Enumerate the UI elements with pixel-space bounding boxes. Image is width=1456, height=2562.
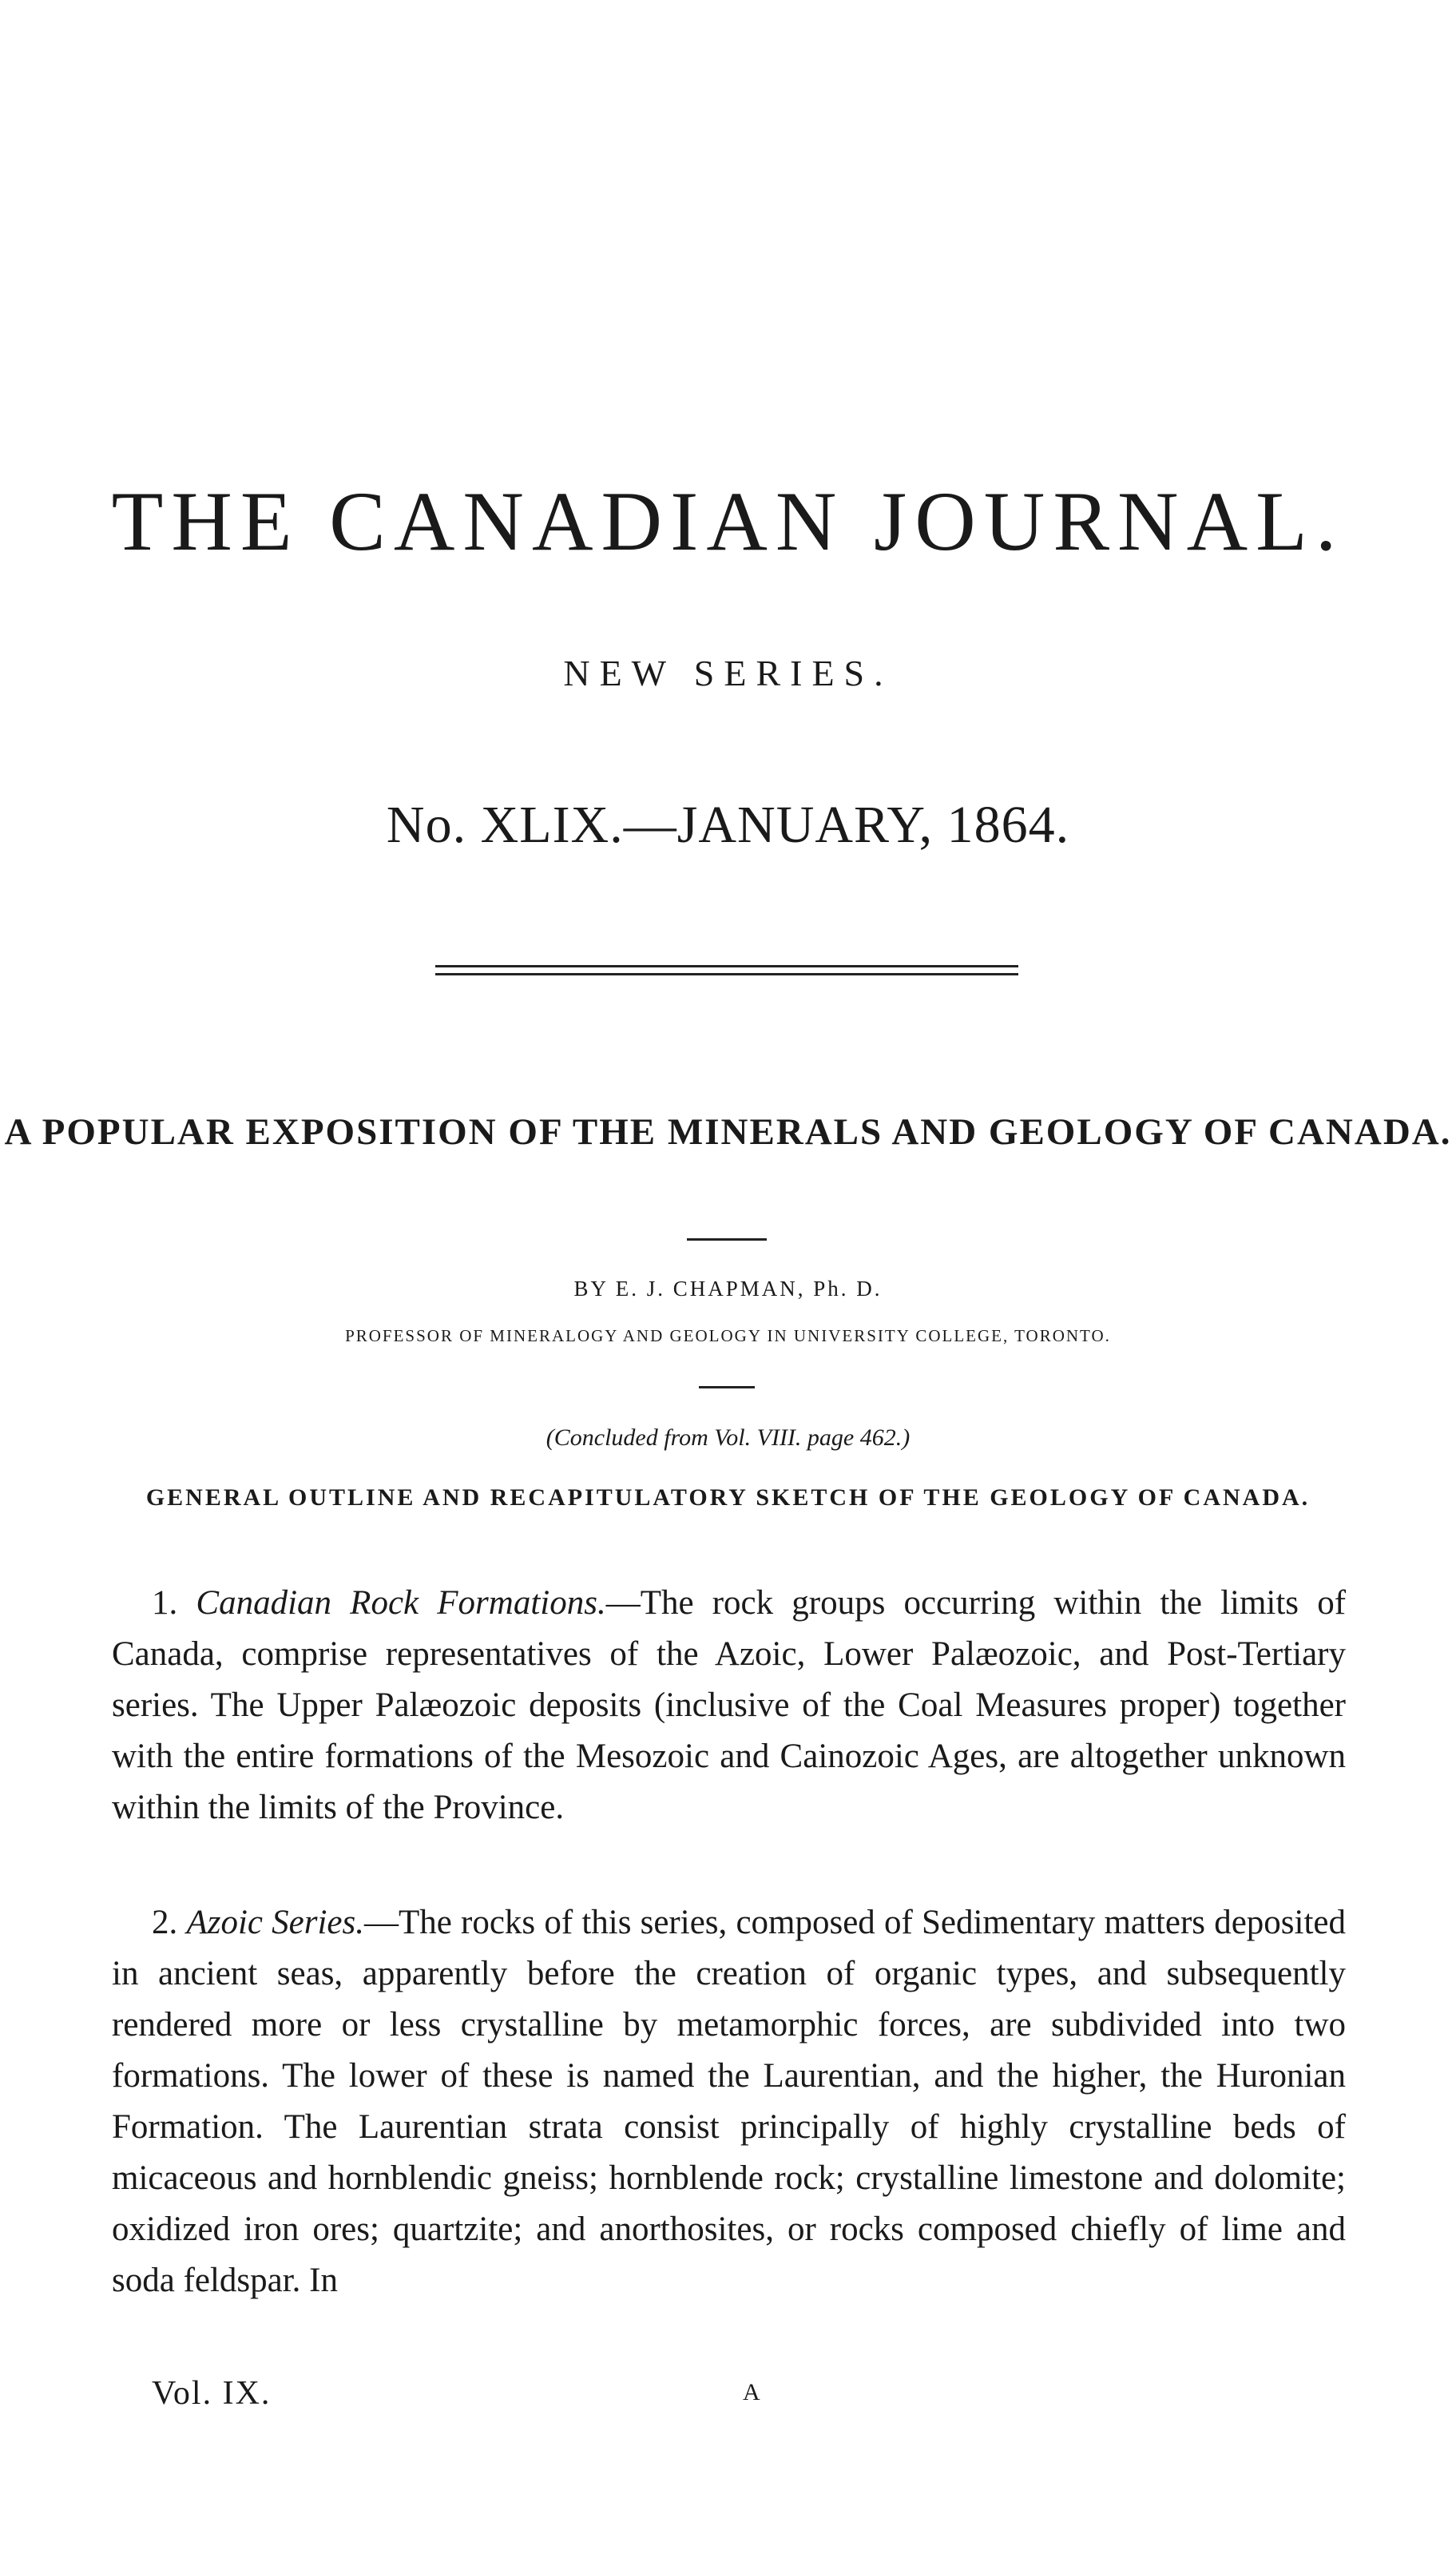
paragraph-text: —The rocks of this series, composed of Sedimentary matters deposited in ancient seas, apparently before the creation of organic types, and subsequently rendered more or less crystalline by metamorphic forces, are subdivided into two formations. The lower of these is named the Laurentian, and the higher, the Huronian Formation. The Laurentian strata consist principally of highly crystalline beds of micaceous and hornblendic gneiss; hornblende rock; crystalline limestone and dolomite; oxidized iron ores; quartzite; and anorthosites, or rocks composed chiefly of lime and soda feldspar. In <box>112 1904 1347 2299</box>
paragraph-number: 2. <box>152 1904 178 1941</box>
title-divider <box>687 1238 767 1241</box>
section-heading: GENERAL OUTLINE AND RECAPITULATORY SKETCH OF THE GEOLOGY OF CANADA. <box>145 1484 1311 1511</box>
signature-mark: A <box>743 2379 760 2405</box>
paragraph-number: 1. <box>152 1584 178 1622</box>
issue-line: No. XLIX.—JANUARY, 1864. <box>386 796 1070 854</box>
paragraph-1 <box>112 1578 1346 1833</box>
author-byline: BY E. J. CHAPMAN, Ph. D. <box>573 1277 883 1301</box>
volume-footer: Vol. IX. <box>152 2375 272 2412</box>
double-rule-bottom <box>435 973 1018 975</box>
byline-divider <box>699 1386 755 1388</box>
series-label: NEW SERIES. <box>563 653 893 693</box>
paragraph-2 <box>112 1897 1346 2306</box>
paragraph-lead: Canadian Rock Formations. <box>196 1584 606 1622</box>
author-affiliation: PROFESSOR OF MINERALOGY AND GEOLOGY IN UNIVERSITY COLLEGE, TORONTO. <box>345 1326 1111 1345</box>
article-title: A POPULAR EXPOSITION OF THE MINERALS AND GEOLOGY OF CANADA. <box>4 1111 1452 1153</box>
double-rule-top <box>435 965 1018 967</box>
continuation-note: (Concluded from Vol. VIII. page 462.) <box>546 1424 910 1451</box>
paragraph-lead: Azoic Series. <box>186 1904 364 1941</box>
paragraph-text: —The rock groups occurring within the limits of Canada, comprise representatives of the Azoic, Lower Palæozoic, and Post-Tertiary series. The Upper Palæozoic deposits (inclusive of the Coal Measures proper) together with the entire formations of the Mesozoic and Cainozoic Ages, are altogether unknown within the limits of the Province. <box>112 1584 1347 1826</box>
journal-title: THE CANADIAN JOURNAL. <box>111 475 1345 568</box>
